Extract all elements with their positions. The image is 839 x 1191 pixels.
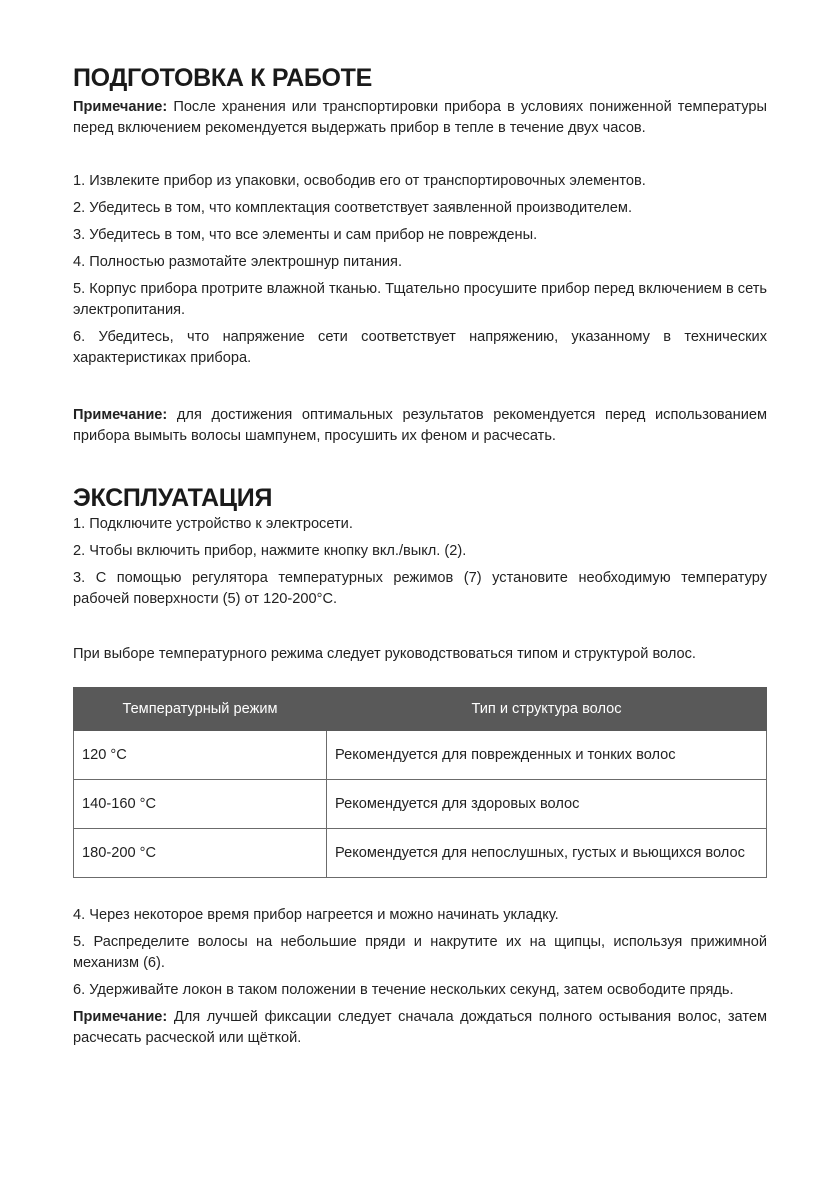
list-item: 5. Распределите волосы на небольшие пряди и накрутите их на щипцы, используя прижимной механизм (6).	[73, 934, 767, 971]
list-item: 3. Убедитесь в том, что все элементы и сам прибор не повреждены.	[73, 227, 538, 243]
table-header-cell: Температурный режим	[74, 688, 327, 731]
section-title-preparation: ПОДГОТОВКА К РАБОТЕ	[73, 64, 372, 92]
table-cell: 180-200 °С	[74, 829, 327, 878]
note-label: Примечание:	[73, 1009, 168, 1025]
table-cell: 120 °С	[74, 731, 327, 780]
table-cell: 140-160 °С	[74, 780, 327, 829]
note-text: После хранения или транспортировки прибора в условиях пониженной температуры перед включением рекомендуется выдержать прибор в тепле в течение двух часов.	[73, 99, 767, 136]
list-item: 3. С помощью регулятора температурных режимов (7) установите необходимую температуру рабочей поверхности (5) от 120-200°С.	[73, 570, 767, 607]
preparation-steps	[73, 171, 767, 369]
table-header-cell: Тип и структура волос	[327, 688, 767, 731]
list-item: 1. Извлеките прибор из упаковки, освободив его от транспортировочных элементов.	[73, 173, 646, 189]
note-storage	[73, 97, 767, 139]
note-label: Примечание:	[73, 407, 168, 423]
table-cell: Рекомендуется для здоровых волос	[327, 780, 767, 829]
list-item: 4. Через некоторое время прибор нагреется и можно начинать укладку.	[73, 907, 559, 923]
operation-steps	[73, 514, 767, 610]
list-item: 6. Убедитесь, что напряжение сети соответствует напряжению, указанному в технических характеристиках прибора.	[73, 329, 767, 366]
note-fixation	[73, 1007, 767, 1049]
list-item: 2. Убедитесь в том, что комплектация соответствует заявленной производителем.	[73, 200, 633, 216]
table-cell: Рекомендуется для непослушных, густых и вьющихся волос	[327, 829, 767, 878]
note-hair-preparation	[73, 405, 767, 447]
table-row	[74, 731, 767, 780]
operation-steps-continued	[73, 905, 767, 1001]
note-text: Для лучшей фиксации следует сначала дождаться полного остывания волос, затем расчесать расческой или щёткой.	[73, 1009, 767, 1046]
table-header-row	[74, 688, 767, 731]
note-text: для достижения оптимальных результатов рекомендуется перед использованием прибора вымыть волосы шампунем, просушить их феном и расчесать.	[73, 407, 767, 444]
table-row	[74, 829, 767, 878]
temperature-table	[73, 687, 767, 878]
list-item: 6. Удерживайте локон в таком положении в течение нескольких секунд, затем освободите прядь.	[73, 982, 734, 998]
table-cell: Рекомендуется для поврежденных и тонких волос	[327, 731, 767, 780]
list-item: 1. Подключите устройство к электросети.	[73, 516, 353, 532]
list-item: 4. Полностью размотайте электрошнур питания.	[73, 254, 403, 270]
list-item: 2. Чтобы включить прибор, нажмите кнопку вкл./выкл. (2).	[73, 543, 467, 559]
table-intro: При выборе температурного режима следует руководствоваться типом и структурой волос.	[73, 646, 696, 662]
section-title-operation: ЭКСПЛУАТАЦИЯ	[73, 484, 273, 512]
document-page	[73, 62, 767, 1049]
note-label: Примечание:	[73, 99, 168, 115]
table-row	[74, 780, 767, 829]
list-item: 5. Корпус прибора протрите влажной тканью. Тщательно просушите прибор перед включением в сеть электропитания.	[73, 281, 767, 318]
